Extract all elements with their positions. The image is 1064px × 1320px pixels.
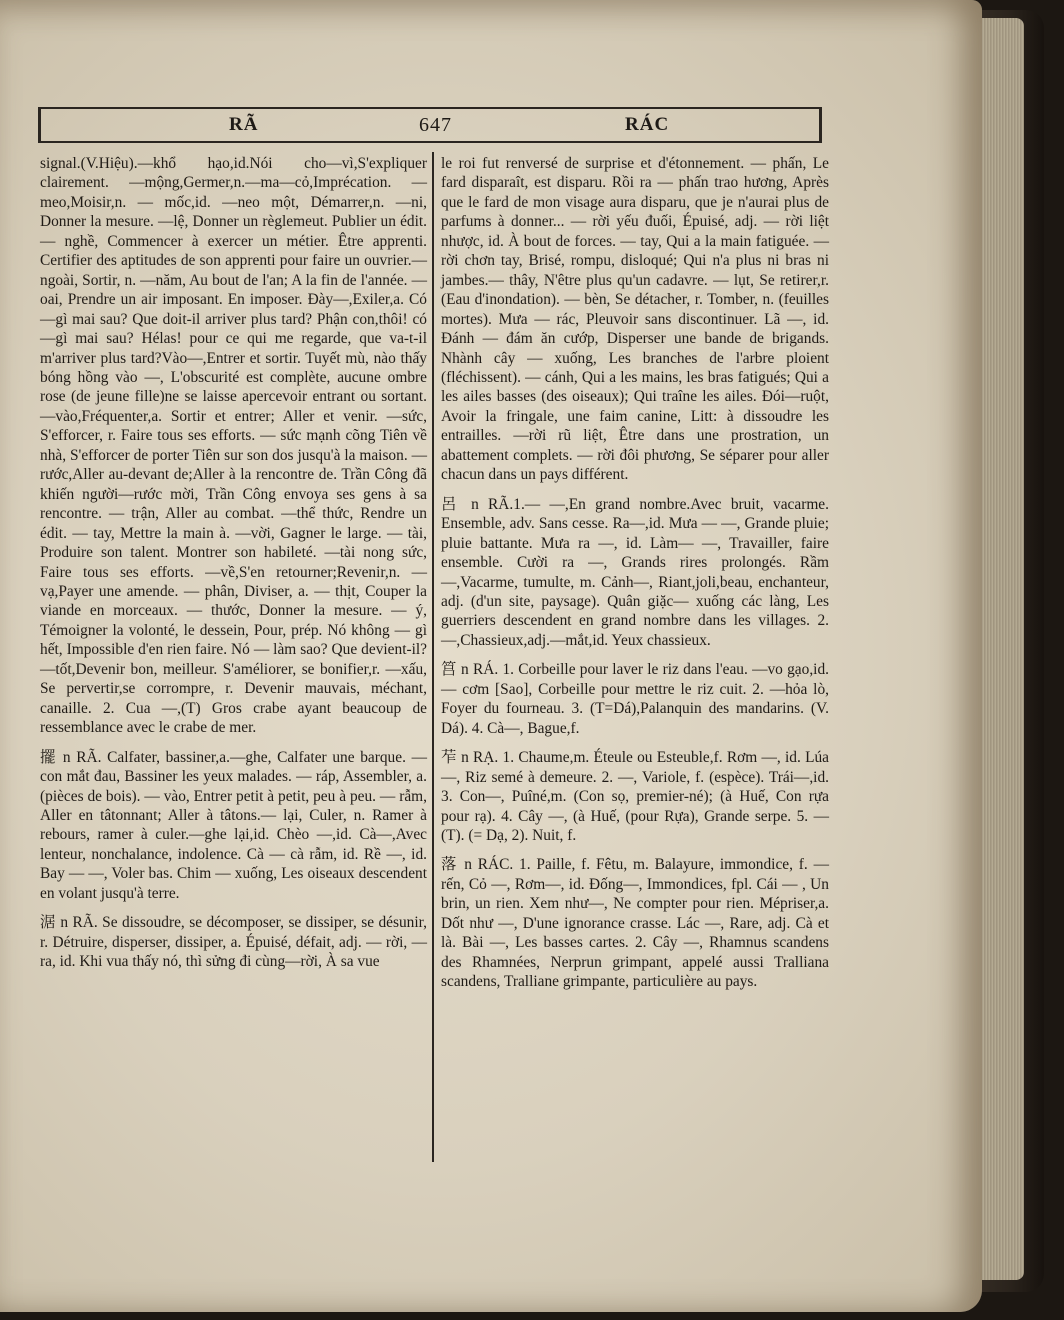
column-divider [432,152,434,1162]
entry-ra-dissoudre: 涺 n RÃ. Se dissoudre, se décomposer, se dissiper, se désunir, r. Détruire, disperser, dissiper, a. Épuisé, défait, adj. — rời, — ra, id. Khi vua thấy nó, thì sửng đi cùng—rời, À sa vue [40,914,427,971]
entry-rac-paille: 落 n RÁC. 1. Paille, f. Fêtu, m. Balayure, immondice, f. — rến, Cỏ —, Rơm—, id. Đống—, Immondices, fpl. Cái — , Un brin, un rien. Xem như—, Ne compter pour rien. Mépriser,a. Dốt như —, D'une ignorance crasse. Lác —, Rare, adj. Cà et là. Bài —, Les basses cartes. 2. Cây —, Rhamnus scandens des Rhamnées, Nerprun grimpant, appelé aussi Tralliana scandens, Trallianе grimpante, particulière au pays. [441,856,829,991]
entry-ra-corbeille: 筥 n RÁ. 1. Corbeille pour laver le riz dans l'eau. —vo gạo,id. — cơm [Sao], Corbeille pour mettre le riz cuit. 2. —hỏa lò, Foyer du fourneau. 3. (T=Dá),Palanquin des mandarins. (V. Dá). 4. Cà—, Bague,f. [441,661,829,737]
left-column [40,154,427,972]
header-right-word: RÁC [625,114,670,135]
header-left-word: RÃ [229,114,259,135]
right-column [441,154,829,992]
entry-ra-continued: signal.(V.Hiệu).—khổ hạo,id.Nói cho—vì,S'expliquer clairement. —mộng,Germer,n.—ma—cỏ,Imprécation. —meo,Moisir,n. — mốc,id. —neo một, Démarrer,n. —ni, Donner la mesure. —lệ, Donner un règlemeut. Publier un édit. — nghề, Commencer à exercer un métier. Être apprenti. Certifier des aptitudes de son apprenti pour faire un ouvrier.— ngoài, Sortir, n. —năm, Au bout de l'an; A la fin de l'année. —oai, Prendre un air imposant. En imposer. Đày—,Exiler,a. Có—gì mai sau? Que doit-il arriver plus tard? Phận con,thôi! có—gì mai sau? Hélas! pour ce qui me regarde, que va-t-il m'arriver plus tard?Vào—,Entrer et sortir. Tuyết mù, nào thấy bóng hồng vào —, L'obscurité est complète, aucune ombre rose (de jeune fille)ne se laisse apercevoir entrant ou sortant. —vào,Fréquenter,a. Sortir et entrer; Aller et venir. —sức, S'efforcer, r. Faire tous ses efforts. — sức mạnh cõng Tiên về nhà, S'efforcer de porter Tiên sur son dos jusqu'à la maison. —rước,Aller au-devant de;Aller à la rencontre de. Trần Công đã khiến người—rước mời, Trần Công envoya ses gens à sa rencontre. — trận, Aller au combat. —thể thức, Rendre un édit. — tay, Mettre la main à. —vời, Gagner le large. — tài, Produire son talent. Montrer son habileté. —tài nong sức, Faire tous ses efforts. —về,S'en retourner;Revenir,n. —vạ,Payer une amende. — phân, Diviser, a. — thịt, Couper la viande en morceaux. — thước, Donner la mesure. — ý, Témoigner la volonté, le dessein, Pour, prép. Nó không — gì hết, Impossible d'en rien faire. Nó — làm sao? Que devient-il? —tốt,Devenir bon, meilleur. S'améliorer, se bonifier,r. —xấu, Se pervertir,se corrompre, r. Devenir mauvais, méchant, canaille. 2. Cua —,(T) Gros crabe ayant beaucoup de ressemblance avec le crabe de mer. [40,155,427,737]
entry-ra-grand-nombre: 呂 n RÃ.1.— —,En grand nombre.Avec bruit, vacarme. Ensemble, adv. Sans cesse. Ra—,id. Mưa — —, Grande pluie; pluie battante. Mưa ra —, id. Làm— —, Travailler, faire ensemble. Cười ra —, Grands rires prolongés. Rầm—,Vacarme, tumulte, m. Cảnh—, Riant,joli,beau, enchanteur, adj. (d'un site, paysage). Quân giặc— xuống các làng, Les guerriers descendent en grand nombre dans les villages. 2.—,Chassieux,adj.—mắt,id. Yeux chassieux. [441,495,829,649]
entry-ra-calfater: 擺 n RÃ. Calfater, bassiner,a.—ghe, Calfater une barque. — con mắt đau, Bassiner les yeux malades. — ráp, Assembler, a. (pièces de bois). — vào, Entrer petit à petit, peu à peu. — rẫm, Aller en tâtonnant; Aller à tâtons.— lại, Culer, n. Ramer à rebours, ramer à culer.—ghe lại,id. Chèo —,id. Cà—,Avec lenteur, nonchalance, indolence. Cà — cà rẫm, id. Rề —, id. Bay — —, Voler bas. Chim — xuống, Les oiseaux descendent en volant jusqu'à terre. [40,748,427,902]
entry-ra-dissoudre-continued: le roi fut renversé de surprise et d'étonnement. — phấn, Le fard disparaît, est disparu. Rồi ra — phấn trao hương, Après que le fard de mon visage aura disparu, que je n'aurai plus de parfums à donner... — rời yếu đuối, Épuisé, adj. — rời liệt nhược, id. À bout de forces. — tay, Qui a la main fatiguée. — rời chơn tay, Brisé, rompu, disloqué; Qui n'a plus ni bras ni jambes.— thây, N'être plus qu'un cadavre. — lụt, Se retirer,r. (Eau d'inondation). — bèn, Se détacher, r. Tomber, n. (feuilles mortes). Mưa — rác, Pleuvoir sans discontinuer. Lã —, id. Đánh — đám ăn cướp, Disperser une bande de brigands. Nhành cây — xuống, Les branches de l'arbre ploient (fléchissent). — cánh, Qui a les mains, les bras fatigués; Qui a les ailes basses (des oiseaux); Qui traîne les ailes. Đói—ruột, Avoir la fringale, une faim canine, Litt: à dissoudre les entrailles. —rời rũ liệt, Être dans une prostration, un abattement complets. — rời đôi phương, Se séparer pour aller chacun dans un pays différent. [441,155,829,484]
page-number: 647 [419,114,452,136]
running-header [38,107,822,143]
entry-ra-chaume: 苲 n RẠ. 1. Chaume,m. Éteule ou Esteuble,f. Rơm —, id. Lúa —, Riz semé à demeure. 2. —, Variole, f. (espèce). Trái—,id. 3. Con—, Puîné,m. (Con sọ, premier-né); (à Huế, Con rựa pour rạ). 4. Cây —, (à Huế, (pour Rựa), Grande serpe. 5. — (T). (= Dạ, 2). Nuit, f. [441,749,829,844]
